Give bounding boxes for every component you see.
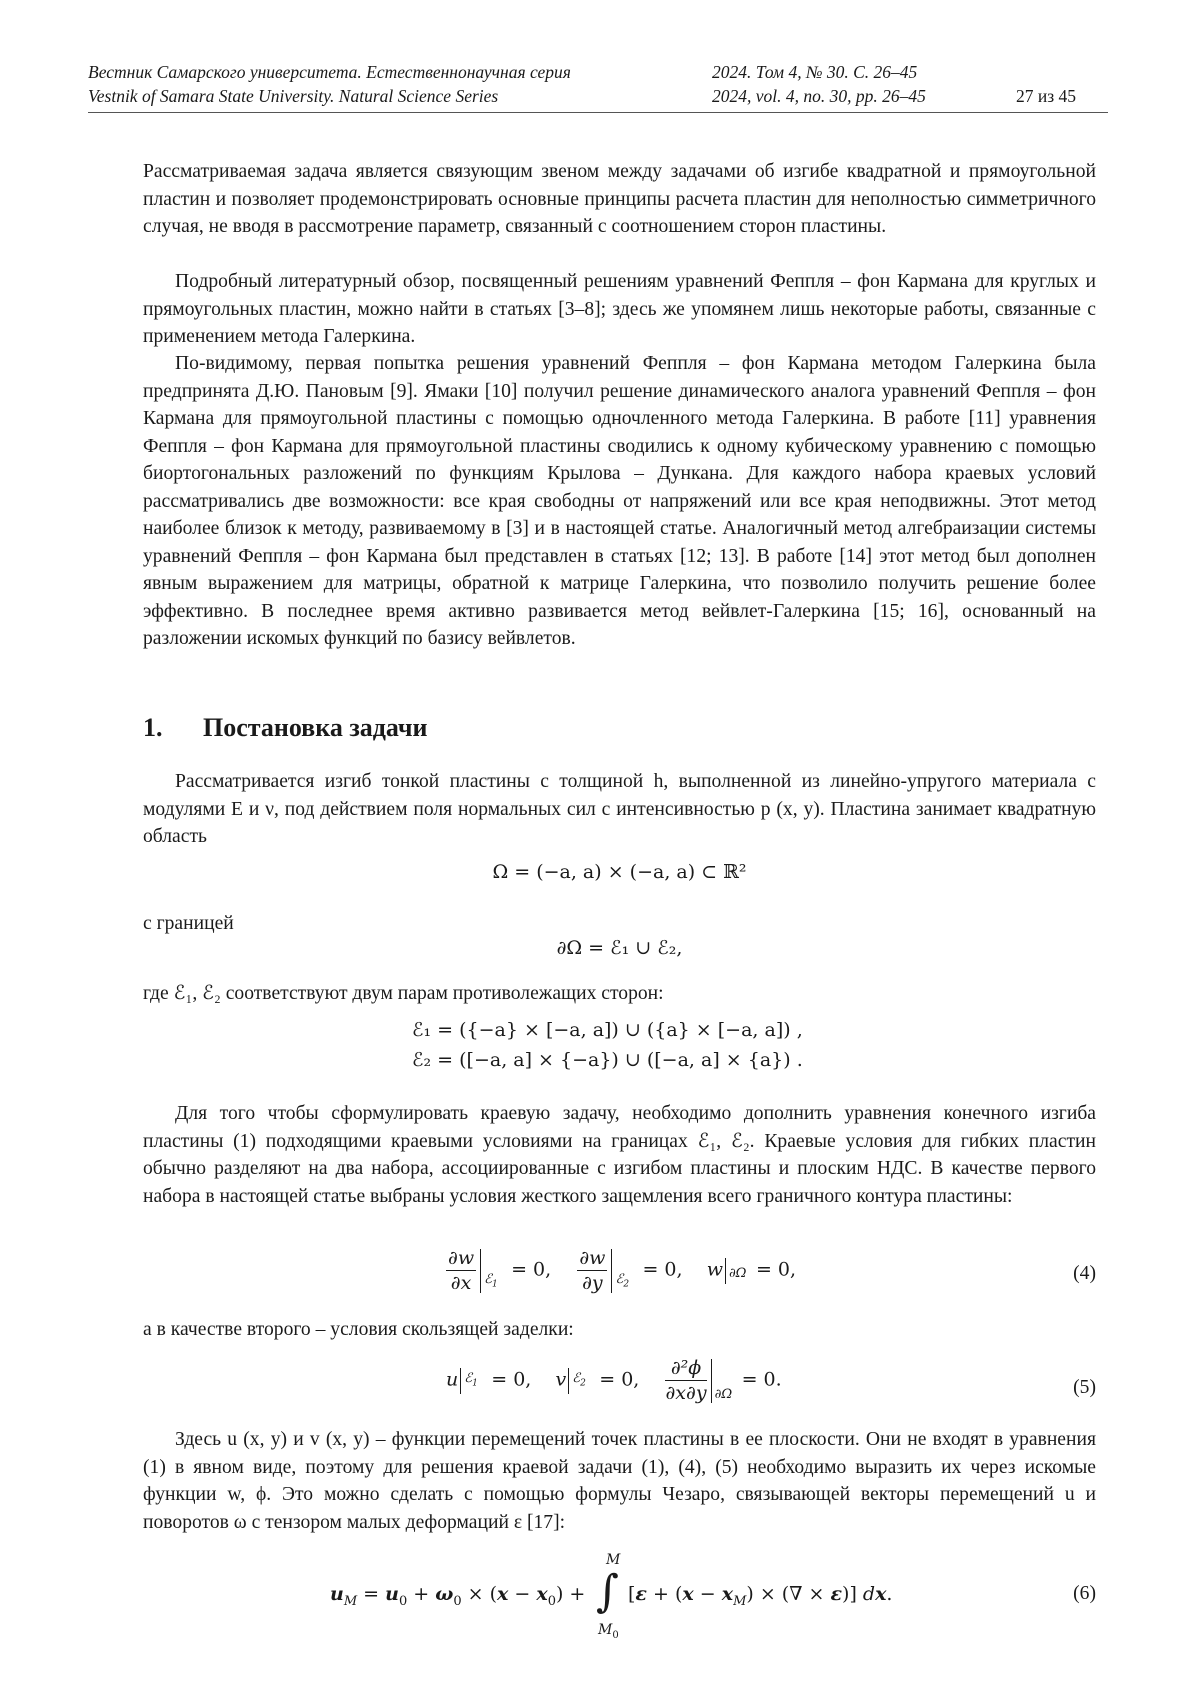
restriction-bar: ℰ$_1$ [460, 1368, 491, 1394]
section-title: Постановка задачи [203, 713, 428, 742]
citation-ru: 2024. Том 4, № 30. С. 26–45 [712, 62, 918, 82]
equation-number-6: (6) [1073, 1583, 1096, 1604]
integral-sign: ∫ [596, 1566, 619, 1617]
restriction-bar: ℰ$_2$ [568, 1368, 599, 1394]
citation-en: 2024, vol. 4, no. 30, pp. 26–45 [712, 86, 926, 106]
restriction-bar: ∂Ω [711, 1359, 742, 1403]
paragraph-problem: Рассматривается изгиб тонкой пластины с толщиной h, выполненной из линейно-упругого материала с модулями E и ν, под действием поля нормальных сил с интенсивностью p (x, y). Пластина занимает квадратную область [143, 771, 1096, 847]
restriction-bar: ∂Ω [725, 1258, 756, 1284]
text-where: где ℰ₁, ℰ₂ соответствуют двум парам противолежащих сторон: [143, 983, 664, 1004]
integral-lower-limit: $M_0$ [598, 1622, 619, 1641]
restriction-bar: ℰ$_1$ [480, 1249, 511, 1293]
text-second-set: а в качестве второго – условия скользящей заделки: [143, 1319, 574, 1340]
section-number: 1. [143, 713, 163, 742]
text-with-boundary: с границей [143, 913, 234, 934]
equation-e2: ℰ₂ = ([−a, a] × {−a}) ∪ ([−a, a] × {a}) . [412, 1049, 803, 1071]
equation-domain: Ω = (−a, a) × (−a, a) ⊂ ℝ² [492, 861, 747, 883]
paragraph-displacements: Здесь u (x, y) и v (x, y) – функции перемещений точек пластины в ее плоскости. Они не входят в уравнения (1) в явном виде, поэтому для решения краевой задачи (1), (4), (5) необходимо выразить их через искомые функции w, ϕ. Это можно сделать с помощью формулы Чезаро, связывающей векторы перемещений u и поворотов ω с тензором малых деформаций ε [17]: [143, 1429, 1096, 1533]
equation-number-5: (5) [1073, 1377, 1096, 1398]
paragraph-intro-2: Подробный литературный обзор, посвященный решениям уравнений Феппля – фон Кармана для круглых и прямоугольных пластин, можно найти в статьях [3–8]; здесь же упомянем лишь некоторые работы, связанные с применением метода Галеркина. [143, 271, 1096, 347]
integral-upper-limit: M [606, 1552, 621, 1568]
equation-4: $\frac{\partial w}{\partial x}$ ℰ$_1$ = 0, $\frac{\partial w}{\partial y}$ ℰ$_2$ = 0, w ∂Ω = 0, [448, 1247, 797, 1294]
page-indicator: 27 из 45 [1016, 86, 1077, 106]
paragraph-intro-1: Рассматриваемая задача является связующим звеном между задачами об изгибе квадратной и прямоугольной пластин и позволяет продемонстрировать основные принципы расчета пластин для неполностью симметричного случая, не вводя в рассмотрение параметр, связанный с соотношением сторон пластины. [143, 161, 1096, 237]
fraction-d2phi: $\frac{\text{∂²ϕ}}{\partial x\partial y}$ [665, 1357, 707, 1404]
equation-6-right: [$\varepsilon + (x - x_M)$ × (∇ × ε)] dx. [628, 1583, 893, 1609]
paragraph-intro-3: По-видимому, первая попытка решения уравнений Феппля – фон Кармана методом Галеркина была предпринята Д.Ю. Пановым [9]. Ямаки [10] получил решение динамического аналога уравнений Феппля – фон Кармана для прямоугольной пластины с помощью одночленного метода Галеркина. В работе [11] уравнения Феппля – фон Кармана для прямоугольной пластины сводились к одному кубическому уравнению с помощью биортогональных разложений по функциям Крылова – Дункана. Для каждого набора краевых условий рассматривались две возможности: все края свободны от напряжений или все края неподвижны. Этот метод наиболее близок к методу, развиваемому в [3] и в настоящей статье. Аналогичный метод алгебраизации системы уравнений Феппля – фон Кармана был представлен в статьях [12; 13]. В работе [14] этот метод был дополнен явным выражением для матрицы, обратной к матрице Галеркина, что позволило получить решение более эффективно. В последнее время активно развивается метод вейвлет-Галеркина [15; 16], основанный на разложении искомых функций по базису вейвлетов. [143, 353, 1096, 649]
header-rule [88, 112, 1108, 113]
equation-e1: ℰ₁ = ({−a} × [−a, a]) ∪ ({a} × [−a, a]) , [412, 1019, 803, 1041]
journal-title-en: Vestnik of Samara State University. Natural Science Series [88, 86, 499, 106]
paragraph-boundary-conditions: Для того чтобы сформулировать краевую задачу, необходимо дополнить уравнения конечного изгиба пластины (1) подходящими краевыми условиями на границах ℰ₁, ℰ₂. Краевые условия для гибких пластин обычно разделяют на два набора, ассоциированные с изгибом пластины и плоским НДС. В качестве первого набора в настоящей статье выбраны условия жесткого защемления всего граничного контура пластины: [143, 1103, 1096, 1207]
equation-6-left: $u_M = u_0 + \omega_0 \times (x - x_0)$ + [330, 1583, 586, 1609]
equation-boundary: ∂Ω = ℰ₁ ∪ ℰ₂, [556, 937, 683, 959]
section-heading [143, 712, 428, 744]
journal-title-ru: Вестник Самарского университета. Естественнонаучная серия [88, 62, 571, 82]
equation-5: u ℰ$_1$ = 0, v ℰ$_2$ = 0, $\frac{\text{∂²ϕ}}{\partial x\partial y}$ ∂Ω = 0. [446, 1357, 782, 1404]
fraction-dw-dy: $\frac{\partial w}{\partial y}$ [579, 1247, 606, 1294]
fraction-dw-dx: $\frac{\partial w}{\partial x}$ [448, 1247, 475, 1294]
equation-number-4: (4) [1073, 1263, 1096, 1284]
restriction-bar: ℰ$_2$ [611, 1249, 642, 1293]
